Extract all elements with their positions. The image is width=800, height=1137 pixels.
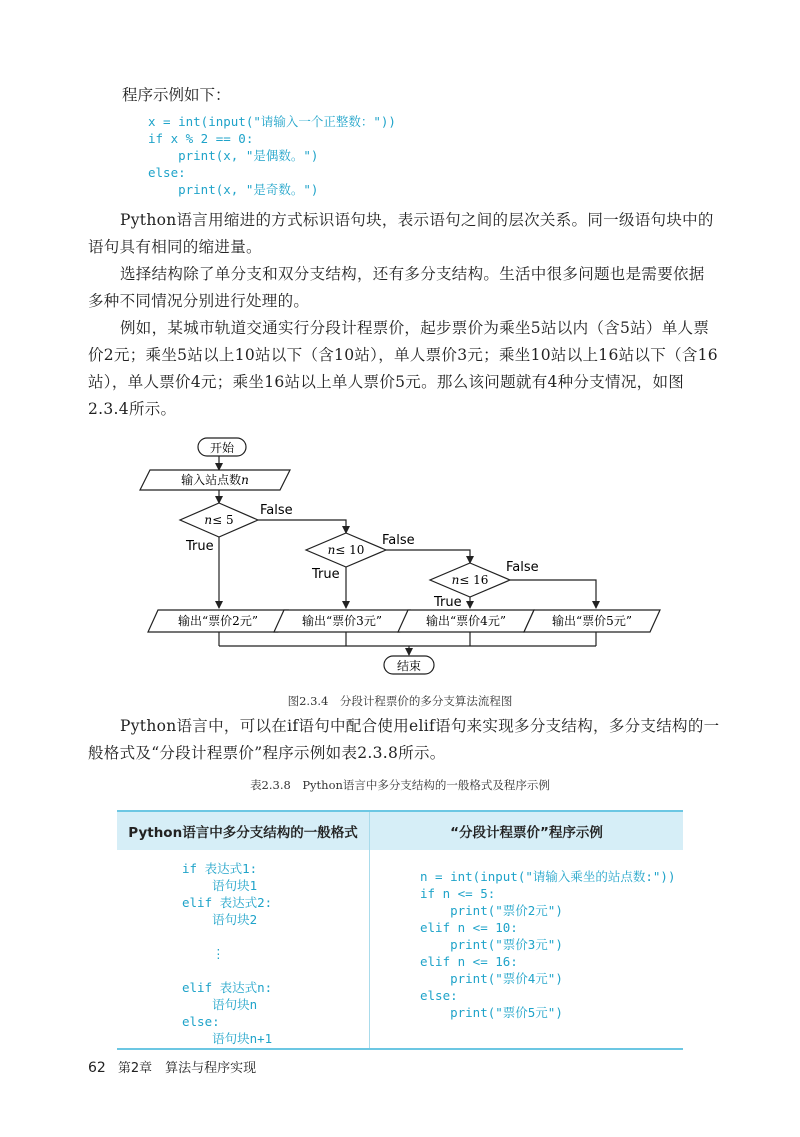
flow-end-label: 结束 — [396, 659, 422, 673]
flow-true-label-1: True — [186, 539, 214, 554]
chapter-title: 第2章 算法与程序实现 — [117, 1061, 257, 1076]
paragraph-elif: Python语言中，可以在if语句中配合使用elif语句来实现多分支结构，多分支结构的一般格式及“分段计程票价”程序示例如表2.3.8所示。 — [88, 717, 720, 762]
table-header-format: Python语言中多分支结构的一般格式 — [117, 811, 370, 850]
intro-text: 程序示例如下： — [122, 86, 231, 104]
flowchart — [0, 430, 800, 690]
table-cell-example — [370, 850, 684, 1049]
flow-output-4-label: 输出“票价5元” — [552, 614, 632, 628]
table-header-example: “分段计程票价”程序示例 — [370, 811, 684, 850]
page-number: 62 — [88, 1060, 106, 1076]
flow-output-2-label: 输出“票价3元” — [302, 614, 382, 628]
flow-output-3-label: 输出“票价4元” — [426, 614, 506, 628]
flow-start-label: 开始 — [209, 441, 235, 455]
paragraph-multibranch: 选择结构除了单分支和双分支结构，还有多分支结构。生活中很多问题也是需要依据多种不同情况分别进行处理的。 — [88, 265, 705, 310]
flow-condition-2-label: n≤ 10 — [327, 543, 365, 557]
flow-false-label-1: False — [260, 503, 293, 518]
table-row — [117, 850, 683, 1049]
general-format-code: if 表达式1: 语句块1 elif 表达式2: 语句块2 ⋮ elif 表达式n: 语句块n else: 语句块n+1 — [182, 861, 273, 1046]
flow-output-1-label: 输出“票价2元” — [178, 614, 258, 628]
flow-condition-3-label: n≤ 16 — [451, 573, 489, 587]
ticket-price-code: n = int(input("请输入乘坐的站点数:")) if n <= 5: print("票价2元") elif n <= 10: print("票价3元") elif n <= 16: print("票价4元") else: print("票价5元") — [420, 869, 676, 1020]
figure-caption: 图2.3.4 分段计程票价的多分支算法流程图 — [287, 694, 513, 708]
flow-true-label-3: True — [434, 595, 462, 610]
flow-false-label-3: False — [506, 560, 539, 575]
multibranch-table — [117, 810, 683, 1050]
code-example-parity: x = int(input("请输入一个正整数：")) if x % 2 == 0: print(x, "是偶数。") else: print(x, "是奇数。") — [148, 114, 396, 197]
paragraph-ticket-example: 例如，某城市轨道交通实行分段计程票价，起步票价为乘坐5站以内（含5站）单人票价2元；乘坐5站以上10站以下（含10站），单人票价3元；乘坐10站以上16站以下（含16站），单人票价4元；乘坐16站以上单人票价5元。那么该问题就有4种分支情况，如图2.3.4所示。 — [88, 319, 718, 418]
flow-true-label-2: True — [312, 567, 340, 582]
flow-false-label-2: False — [382, 533, 415, 548]
page-footer — [88, 1057, 256, 1076]
flow-input-label: 输入站点数n — [181, 473, 249, 487]
paragraph-indentation: Python语言用缩进的方式标识语句块，表示语句之间的层次关系。同一级语句块中的语句具有相同的缩进量。 — [88, 211, 714, 256]
table-cell-format — [117, 850, 370, 1049]
flow-condition-1-label: n≤ 5 — [204, 513, 234, 527]
table-header-row — [117, 811, 683, 850]
table-caption: 表2.3.8 Python语言中多分支结构的一般格式及程序示例 — [250, 778, 550, 792]
